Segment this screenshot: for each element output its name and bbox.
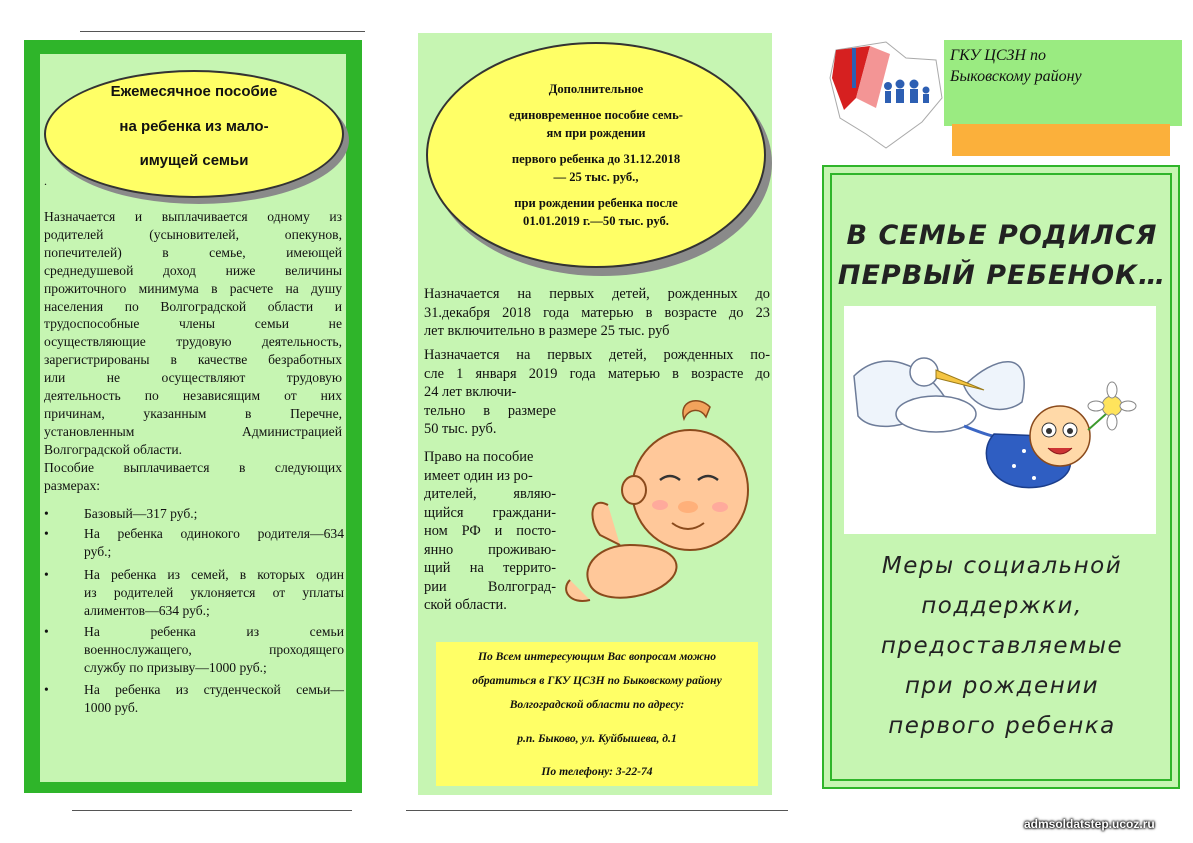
bullet-text: На ребенка одинокого родителя—634 bbox=[84, 526, 344, 541]
text-line: или не осуществляют трудовую bbox=[44, 370, 342, 386]
oval-line: при рождении ребенка после bbox=[514, 196, 678, 210]
subtitle-line: Меры социальной bbox=[881, 553, 1123, 579]
org-name: ГКУ ЦСЗН по bbox=[950, 47, 1046, 64]
contact-phone: По телефону: 3-22-74 bbox=[541, 765, 653, 778]
accent-bar bbox=[952, 124, 1170, 156]
oval-line: первого ребенка до 31.12.2018 bbox=[511, 152, 681, 166]
text-line: имеет один из ро- bbox=[424, 467, 533, 484]
oval-line: единовременное пособие семь- bbox=[509, 108, 683, 122]
bullet-icon: • bbox=[44, 567, 49, 582]
text-line: рии Волгоград- bbox=[424, 578, 556, 595]
text-line: прожиточного минимума в расчете на душу bbox=[44, 280, 342, 296]
text-line: щийся граждани- bbox=[424, 504, 556, 521]
eligibility-paragraph bbox=[44, 208, 342, 495]
bullet-item bbox=[44, 505, 344, 523]
text-line: сле 1 января 2019 года матерью в возрасте до bbox=[424, 365, 770, 382]
text-line: Назначается и выплачивается одному из bbox=[44, 209, 342, 224]
bullet-text: На ребенка из семей, в которых один bbox=[84, 567, 344, 582]
contact-line: обратиться в ГКУ ЦСЗН по Быковскому району bbox=[472, 674, 722, 687]
bullet-text: службу по призыву—1000 руб.; bbox=[84, 660, 267, 675]
stork-image-frame bbox=[844, 306, 1156, 534]
text-line: установленным Администрацией bbox=[44, 423, 342, 439]
bullet-text: На ребенка из студенческой семьи— bbox=[84, 682, 344, 697]
cover-subtitle bbox=[832, 546, 1172, 746]
organization-box bbox=[944, 40, 1182, 126]
bullet-icon: • bbox=[44, 624, 49, 639]
text-line: ном РФ и посто- bbox=[424, 523, 556, 539]
heading-line: Ежемесячное пособие bbox=[110, 83, 278, 100]
text-line: ской области. bbox=[424, 597, 507, 613]
stork-illustration bbox=[844, 306, 1156, 534]
subtitle-line: поддержки, bbox=[921, 593, 1083, 619]
oval-line: — 25 тыс. руб., bbox=[553, 170, 639, 184]
bullet-text: военнослужащего, проходящего bbox=[84, 642, 344, 657]
bullet-icon: • bbox=[44, 682, 49, 697]
text-line: деятельность по независящим от них bbox=[44, 388, 342, 404]
sizes-intro: Пособие выплачивается в следующих bbox=[44, 459, 342, 475]
heading-line: имущей семьи bbox=[139, 152, 249, 169]
sizes-intro: размерах: bbox=[44, 477, 101, 493]
bullet-text: из родителей уклоняется от уплаты bbox=[84, 585, 344, 600]
bullet-icon: • bbox=[44, 526, 49, 541]
text-line: 50 тыс. руб. bbox=[424, 421, 497, 437]
stray-dot: . bbox=[44, 174, 47, 188]
text-line: среднедушевой доход ниже величины bbox=[44, 262, 342, 278]
text-line: лет включительно в размере 25 тыс. руб bbox=[424, 323, 670, 339]
text-line: щий на террито- bbox=[424, 560, 556, 576]
heading-line: на ребенка из мало- bbox=[119, 118, 269, 135]
text-line: 24 лет включи- bbox=[424, 384, 517, 400]
org-district: Быковскому району bbox=[950, 68, 1082, 85]
text-line: попечителей) в семье, имеющей bbox=[44, 244, 342, 260]
text-line: причинам, указанным в Перечне, bbox=[44, 405, 342, 421]
bottom-rule-middle bbox=[406, 810, 788, 811]
subtitle-line: первого ребенка bbox=[888, 713, 1116, 739]
oval-line: 01.01.2019 г.—50 тыс. руб. bbox=[523, 214, 669, 228]
bullet-item bbox=[44, 623, 344, 677]
bullet-text: На ребенка из семьи bbox=[84, 624, 344, 639]
text-line: Назначается на первых детей, рожденных по- bbox=[424, 347, 770, 363]
text-line: зарегистрированы в качестве безработных bbox=[44, 352, 342, 368]
text-line: родителей (усыновителей, опекунов, bbox=[44, 226, 342, 242]
subtitle-line: предоставляемые bbox=[880, 633, 1124, 659]
oval-line: Дополнительное bbox=[548, 82, 644, 96]
subtitle-line: при рождении bbox=[904, 673, 1100, 699]
top-rule-left bbox=[80, 31, 365, 32]
paragraph-first-children-2018 bbox=[424, 285, 770, 341]
bullet-text: 1000 руб. bbox=[84, 700, 139, 715]
oval-line: ям при рождении bbox=[546, 126, 646, 140]
cover-title bbox=[832, 216, 1172, 296]
text-line: дителей, являю- bbox=[424, 486, 556, 502]
text-line: Право на пособие bbox=[424, 449, 534, 465]
contact-address: Волгоградской области по адресу: bbox=[509, 698, 685, 711]
text-line: трудоспособные члены семьи не bbox=[44, 316, 342, 332]
bullet-item bbox=[44, 525, 344, 561]
title-line: В СЕМЬЕ РОДИЛСЯ bbox=[846, 220, 1158, 251]
baby-illustration bbox=[560, 395, 750, 615]
bullet-text: алиментов—634 руб.; bbox=[84, 603, 210, 618]
region-logo bbox=[826, 38, 948, 154]
heading-oval bbox=[44, 70, 344, 198]
bottom-rule-left bbox=[72, 810, 352, 811]
text-line: янно проживаю- bbox=[424, 541, 556, 558]
paragraph-first-children-2019 bbox=[424, 346, 770, 383]
text-line: населения по Волгоградской области и bbox=[44, 298, 342, 314]
text-line: Волгоградской области. bbox=[44, 441, 183, 457]
bullet-item bbox=[44, 566, 344, 620]
contact-box bbox=[436, 642, 758, 786]
bullet-text: руб.; bbox=[84, 544, 112, 559]
bullet-text: Базовый—317 руб.; bbox=[84, 506, 198, 521]
text-line: осуществляющие трудовую деятельность, bbox=[44, 334, 342, 350]
watermark: admsoldatstep.ucoz.ru bbox=[1024, 817, 1155, 831]
text-line: тельно в размере bbox=[424, 402, 556, 419]
benefit-oval bbox=[426, 42, 766, 268]
bullet-item bbox=[44, 681, 344, 717]
text-line: Назначается на первых детей, рожденных до bbox=[424, 286, 770, 302]
bullet-icon: • bbox=[44, 506, 49, 521]
paragraph-amount bbox=[424, 383, 556, 439]
paragraph-eligibility bbox=[424, 448, 556, 615]
text-line: 31.декабря 2018 года матерью в возрасте до 23 bbox=[424, 304, 770, 321]
title-line: ПЕРВЫЙ РЕБЕНОК… bbox=[837, 260, 1167, 291]
contact-line: По Всем интересующим Вас вопросам можно bbox=[477, 650, 717, 663]
contact-street: р.п. Быково, ул. Куйбышева, д.1 bbox=[517, 732, 677, 745]
